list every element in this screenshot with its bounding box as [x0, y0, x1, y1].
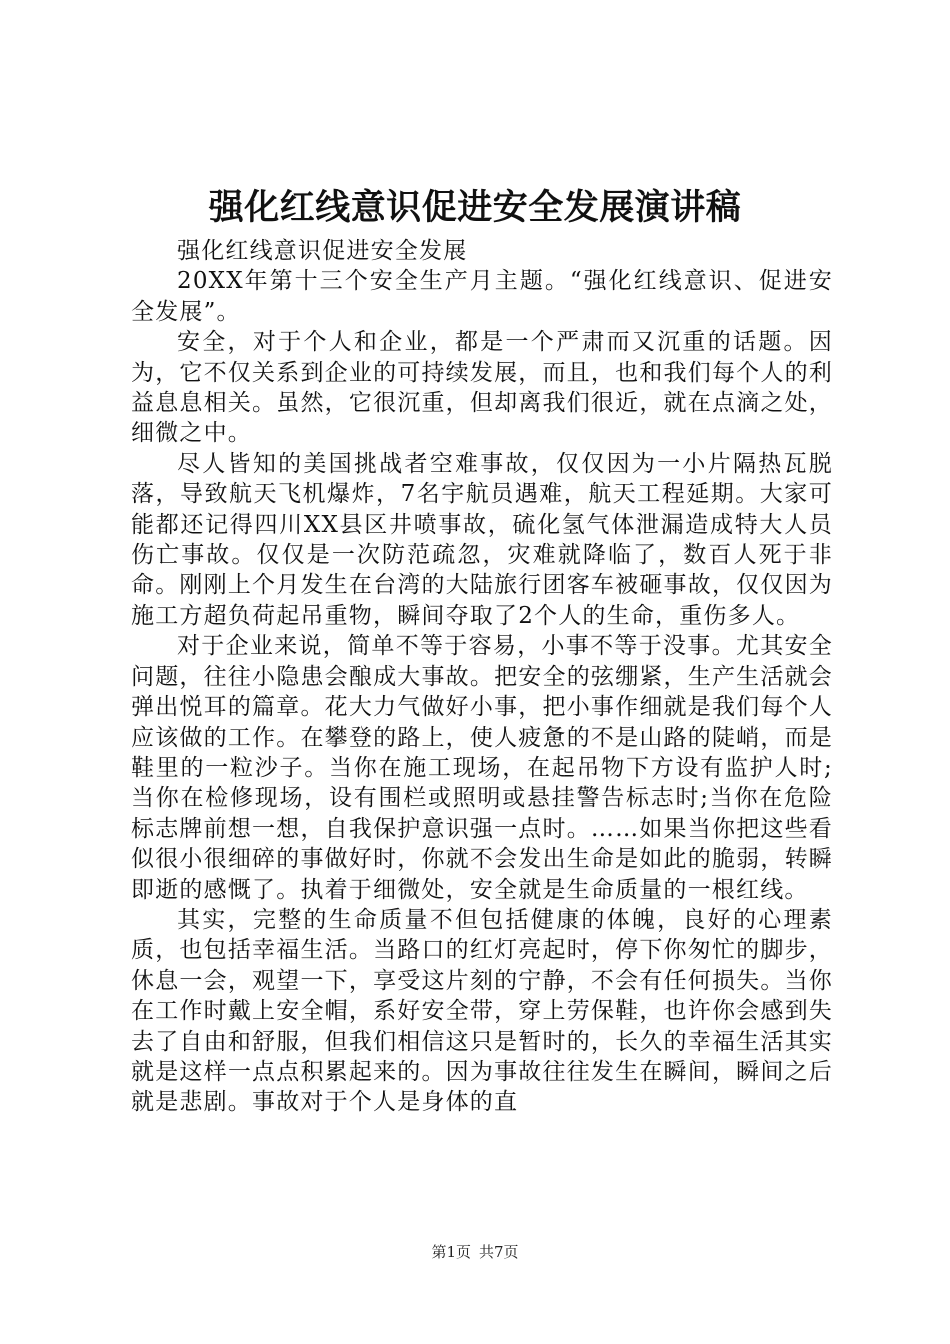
paragraph-accident-examples: 尽人皆知的美国挑战者空难事故，仅仅因为一小片隔热瓦脱落，导致航天飞机爆炸，7名宇航员遇难，航天工程延期。大家可能都还记得四川XX县区井喷事故，硫化氢气体泄漏造成特大人员伤亡事故。仅仅是一次防范疏忽，灾难就降临了，数百人死于非命。刚刚上个月发生在台湾的大陆旅行团客车被砸事故，仅仅因为施工方超负荷起吊重物，瞬间夺取了2个人的生命，重伤多人。: [131, 450, 833, 629]
paragraph-subtitle: 强化红线意识促进安全发展: [177, 238, 468, 264]
paragraph-enterprise-safety: 对于企业来说，简单不等于容易，小事不等于没事。尤其安全问题，往往小隐患会酿成大事故。把安全的弦绷紧，生产生活就会弹出悦耳的篇章。花大力气做好小事，把小事作细就是我们每个人应该做的工作。在攀登的路上，使人疲惫的不是山路的陡峭，而是鞋里的一粒沙子。当你在施工现场，在起吊物下方设有监护人时;当你在检修现场，设有围栏或照明或悬挂警告标志时;当你在危险标志牌前想一想，自我保护意识强一点时。……如果当你把这些看似很小很细碎的事做好时，你就不会发出生命是如此的脆弱，转瞬即逝的感慨了。执着于细微处，安全就是生命质量的一根红线。: [131, 633, 833, 903]
document-body: [131, 236, 833, 1118]
paragraph-theme: 20XX年第十三个安全生产月主题。“强化红线意识、促进安全发展”。: [131, 268, 833, 325]
page-number-current: 第1页: [431, 1243, 471, 1261]
paragraph-safety-intro: 安全，对于个人和企业，都是一个严肃而又沉重的话题。因为，它不仅关系到企业的可持续发展，而且，也和我们每个人的利益息息相关。虽然，它很沉重，但却离我们很近，就在点滴之处，细微之中。: [131, 329, 833, 447]
paragraph-life-quality: 其实，完整的生命质量不但包括健康的体魄，良好的心理素质，也包括幸福生活。当路口的红灯亮起时，停下你匆忙的脚步，休息一会，观望一下，享受这片刻的宁静，不会有任何损失。当你在工作时戴上安全帽，系好安全带，穿上劳保鞋，也许你会感到失去了自由和舒服，但我们相信这只是暂时的，长久的幸福生活其实就是这样一点点积累起来的。因为事故往往发生在瞬间，瞬间之后就是悲剧。事故对于个人是身体的直: [131, 906, 833, 1116]
document-title: 强化红线意识促进安全发展演讲稿: [208, 187, 742, 228]
page-number-total: 共7页: [479, 1243, 519, 1261]
page-footer: [0, 1242, 950, 1262]
